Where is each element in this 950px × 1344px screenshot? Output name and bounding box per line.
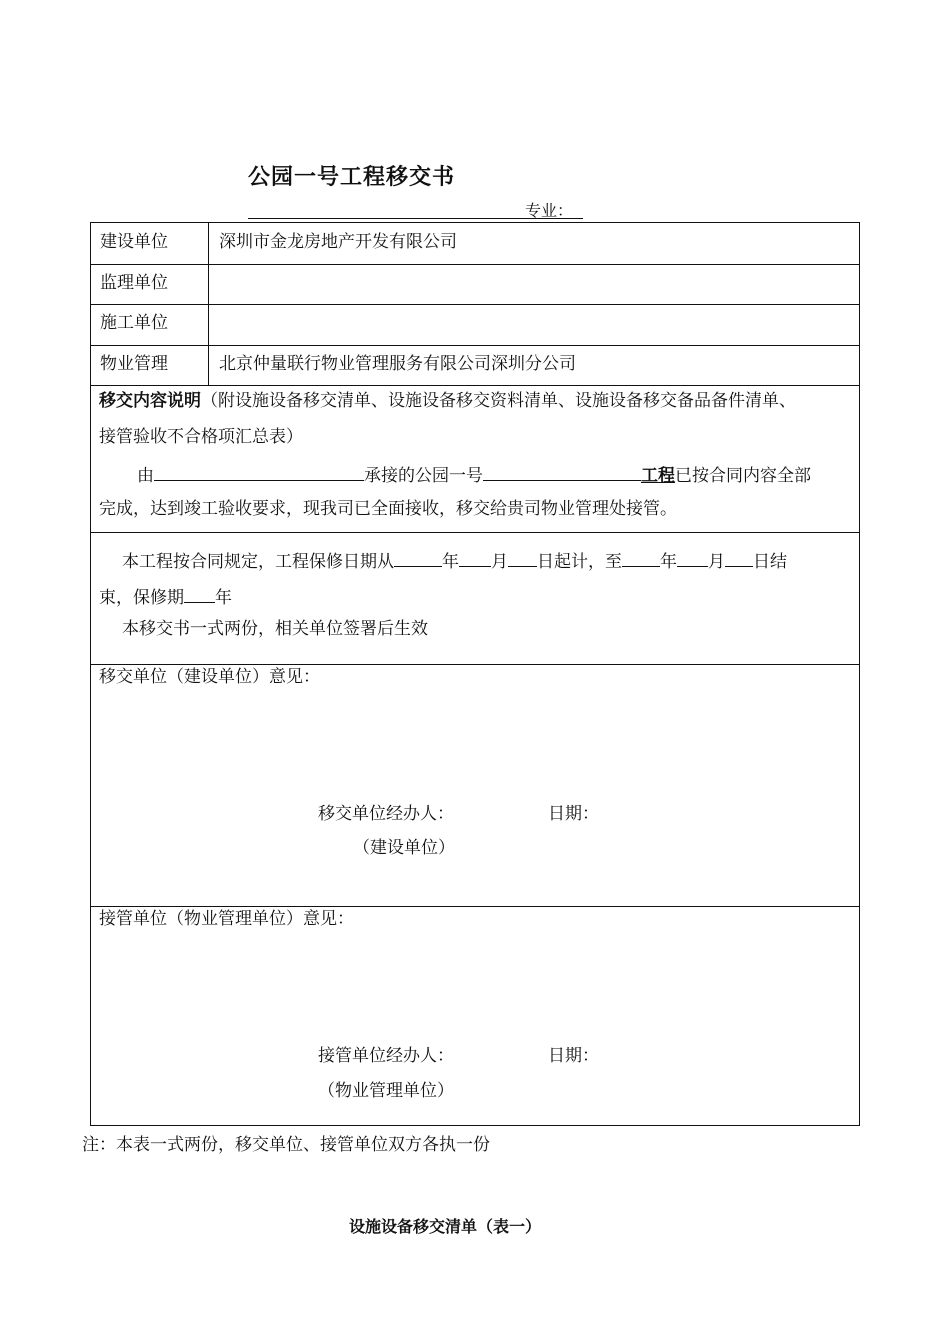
month-text: 月: [708, 552, 725, 572]
warranty-line-1: [122, 550, 787, 571]
page-title: 公园一号工程移交书: [248, 165, 456, 190]
project-blank[interactable]: [483, 464, 641, 481]
form-note: 注：本表一式两份，移交单位、接管单位双方各执一份: [82, 1135, 490, 1155]
warranty-period-blank[interactable]: [184, 586, 215, 603]
year-text: 年: [660, 552, 677, 572]
content-by: 由: [137, 466, 154, 486]
month-text: 月: [491, 552, 508, 572]
content-line-4: 完成，达到竣工验收要求，现我司已全面接收，移交给贵司物业管理处接管。: [99, 499, 677, 519]
row-divider: [91, 664, 859, 665]
section-subtitle: 设施设备移交清单（表一）: [349, 1217, 542, 1236]
transfer-handler-label[interactable]: 移交单位经办人：: [318, 804, 454, 824]
warranty-line-2: [99, 586, 232, 607]
start-day-blank[interactable]: [508, 550, 537, 567]
row-divider: [91, 304, 859, 305]
transfer-opinion-label: 移交单位（建设单位）意见：: [99, 667, 320, 687]
transfer-unit-note: （建设单位）: [353, 838, 455, 858]
end-day-blank[interactable]: [725, 550, 753, 567]
major-field[interactable]: [248, 198, 583, 219]
content-attachments: （附设施设备移交清单、设施设备移交资料清单、设施设备移交备品备件清单、: [201, 391, 796, 411]
receive-date-label[interactable]: 日期：: [548, 1046, 599, 1066]
content-project: 工程: [641, 466, 675, 486]
property-management-label: 物业管理: [100, 354, 168, 374]
row-divider: [91, 906, 859, 907]
end-month-blank[interactable]: [677, 550, 708, 567]
major-label: 专业：: [524, 201, 573, 220]
property-management-value[interactable]: 北京仲量联行物业管理服务有限公司深圳分公司: [219, 354, 576, 374]
warranty-period-label: 束，保修期: [99, 588, 184, 608]
content-line-3: [137, 464, 811, 485]
transfer-date-label[interactable]: 日期：: [548, 804, 599, 824]
supervision-unit-label: 监理单位: [100, 273, 168, 293]
warranty-line-3: 本移交书一式两份，相关单位签署后生效: [122, 619, 428, 639]
start-month-blank[interactable]: [459, 550, 491, 567]
content-end: 已按合同内容全部: [675, 466, 811, 486]
content-line-2: 接管验收不合格项汇总表）: [99, 427, 303, 447]
row-divider: [91, 345, 859, 346]
year-text: 年: [442, 552, 459, 572]
row-divider: [91, 264, 859, 265]
contractor-blank[interactable]: [154, 464, 364, 481]
receive-handler-label[interactable]: 接管单位经办人：: [318, 1046, 454, 1066]
content-line-1: [99, 393, 796, 410]
construction-unit-label: 建设单位: [100, 232, 168, 252]
receive-opinion-label: 接管单位（物业管理单位）意见：: [99, 909, 354, 929]
column-divider: [208, 223, 209, 385]
row-divider: [91, 385, 859, 386]
content-mid: 承接的公园一号: [364, 466, 483, 486]
warranty-start: 本工程按合同规定，工程保修日期从: [122, 552, 394, 572]
row-divider: [91, 532, 859, 533]
contractor-unit-label: 施工单位: [100, 313, 168, 333]
construction-unit-value[interactable]: 深圳市金龙房地产开发有限公司: [219, 232, 457, 252]
end-year-blank[interactable]: [622, 550, 660, 567]
receive-unit-note: （物业管理单位）: [318, 1081, 454, 1101]
start-year-blank[interactable]: [394, 550, 442, 567]
day-end-text: 日结: [753, 552, 787, 572]
day-from-text: 日起计，至: [537, 552, 622, 572]
warranty-period-unit: 年: [215, 588, 232, 608]
handover-form: [90, 222, 860, 1126]
content-heading: 移交内容说明: [99, 391, 201, 411]
